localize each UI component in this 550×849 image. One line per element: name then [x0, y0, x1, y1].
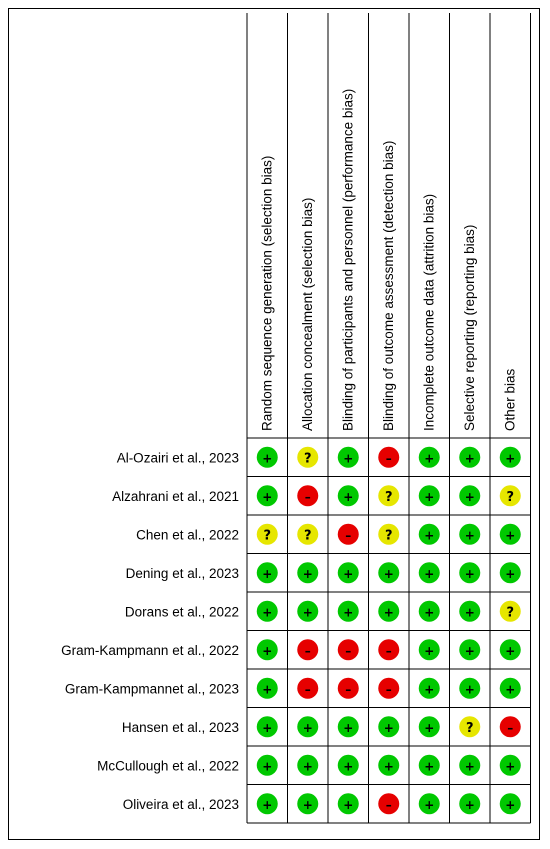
study-label: Dening et al., 2023: [125, 565, 239, 581]
judgement-symbol: +: [262, 451, 273, 466]
judgement-symbol: +: [464, 759, 475, 774]
judgement-symbol: +: [343, 451, 354, 466]
judgement-symbol: +: [505, 759, 516, 774]
judgement-symbol: –: [385, 451, 392, 466]
judgement-symbol: –: [385, 682, 392, 697]
judgement-symbol: +: [464, 797, 475, 812]
judgement-symbol: +: [464, 566, 475, 581]
judgement-symbol: +: [343, 566, 354, 581]
judgement-symbol: +: [383, 566, 394, 581]
judgement-symbol: –: [385, 643, 392, 658]
judgement-symbol: +: [383, 759, 394, 774]
study-label: McCullough et al., 2022: [97, 758, 239, 774]
judgement-symbol: +: [302, 759, 313, 774]
judgement-symbol: ?: [506, 605, 515, 621]
judgement-symbol: +: [262, 720, 273, 735]
judgement-symbol: –: [304, 682, 311, 697]
domain-header-allocation-concealment-selection-bias: Allocation concealment (selection bias): [299, 197, 315, 431]
judgement-symbol: –: [304, 489, 311, 504]
judgement-symbol: +: [262, 759, 273, 774]
judgement-symbol: +: [464, 451, 475, 466]
judgement-symbol: +: [383, 720, 394, 735]
judgement-symbol: +: [302, 605, 313, 620]
judgement-symbol: +: [343, 759, 354, 774]
judgement-symbol: +: [302, 797, 313, 812]
judgement-symbol: ?: [384, 489, 393, 505]
judgement-symbol: +: [343, 720, 354, 735]
judgement-symbol: +: [424, 643, 435, 658]
judgement-symbol: +: [343, 489, 354, 504]
judgement-symbol: –: [345, 528, 352, 543]
judgement-symbol: +: [505, 797, 516, 812]
domain-header-other-bias: Other bias: [502, 368, 518, 431]
domain-header-random-sequence-generation-selection-bia: Random sequence generation (selection bias): [259, 155, 275, 431]
study-label: Al-Ozairi et al., 2023: [116, 450, 239, 466]
judgement-symbol: +: [505, 643, 516, 658]
judgement-symbol: +: [262, 682, 273, 697]
judgement-symbol: ?: [465, 720, 474, 736]
judgement-symbol: ?: [263, 528, 272, 544]
judgement-symbol: +: [262, 566, 273, 581]
judgement-symbol: +: [424, 682, 435, 697]
study-label: Oliveira et al., 2023: [122, 796, 239, 812]
judgement-symbol: +: [424, 605, 435, 620]
judgement-symbol: +: [424, 489, 435, 504]
judgement-symbol: +: [262, 605, 273, 620]
judgement-symbol: +: [262, 489, 273, 504]
judgement-symbol: +: [424, 566, 435, 581]
judgement-symbol: +: [505, 566, 516, 581]
judgement-symbol: ?: [506, 489, 515, 505]
judgement-symbol: ?: [384, 528, 393, 544]
domain-header-incomplete-outcome-data-attrition-bias: Incomplete outcome data (attrition bias): [421, 193, 437, 431]
judgement-symbol: +: [464, 528, 475, 543]
judgement-symbol: +: [383, 605, 394, 620]
study-label: Gram-Kampmann et al., 2022: [61, 642, 239, 658]
judgement-symbol: +: [424, 451, 435, 466]
judgement-symbol: +: [464, 605, 475, 620]
domain-header-blinding-of-outcome-assessment-detection: Blinding of outcome assessment (detection bias): [380, 140, 396, 431]
judgement-symbol: +: [505, 682, 516, 697]
study-label: Hansen et al., 2023: [121, 719, 239, 735]
judgement-symbol: +: [424, 528, 435, 543]
judgement-symbol: +: [343, 797, 354, 812]
judgement-symbol: –: [385, 797, 392, 812]
domain-header-blinding-of-participants-and-personnel-p: Blinding of participants and personnel (performance bias): [340, 88, 356, 431]
judgement-symbol: ?: [303, 528, 312, 544]
judgement-symbol: +: [302, 566, 313, 581]
study-label: Alzahrani et al., 2021: [112, 488, 239, 504]
judgement-symbol: +: [262, 643, 273, 658]
judgement-symbol: –: [304, 643, 311, 658]
judgement-symbol: +: [424, 797, 435, 812]
judgement-symbol: +: [464, 489, 475, 504]
judgement-symbol: +: [343, 605, 354, 620]
judgement-symbol: –: [507, 720, 514, 735]
judgement-symbol: +: [424, 720, 435, 735]
judgement-symbol: +: [505, 528, 516, 543]
judgement-symbol: +: [302, 720, 313, 735]
study-label: Gram-Kampmannet al., 2023: [64, 681, 239, 697]
judgement-symbol: +: [464, 682, 475, 697]
study-label: Chen et al., 2022: [136, 527, 239, 543]
judgement-symbol: +: [424, 759, 435, 774]
judgement-symbol: +: [262, 797, 273, 812]
judgement-symbol: ?: [303, 451, 312, 467]
study-label: Dorans et al., 2022: [124, 604, 239, 620]
judgement-symbol: –: [345, 682, 352, 697]
domain-header-selective-reporting-reporting-bias: Selective reporting (reporting bias): [461, 224, 477, 431]
judgement-symbol: +: [464, 643, 475, 658]
judgement-symbol: –: [345, 643, 352, 658]
judgement-symbol: +: [505, 451, 516, 466]
